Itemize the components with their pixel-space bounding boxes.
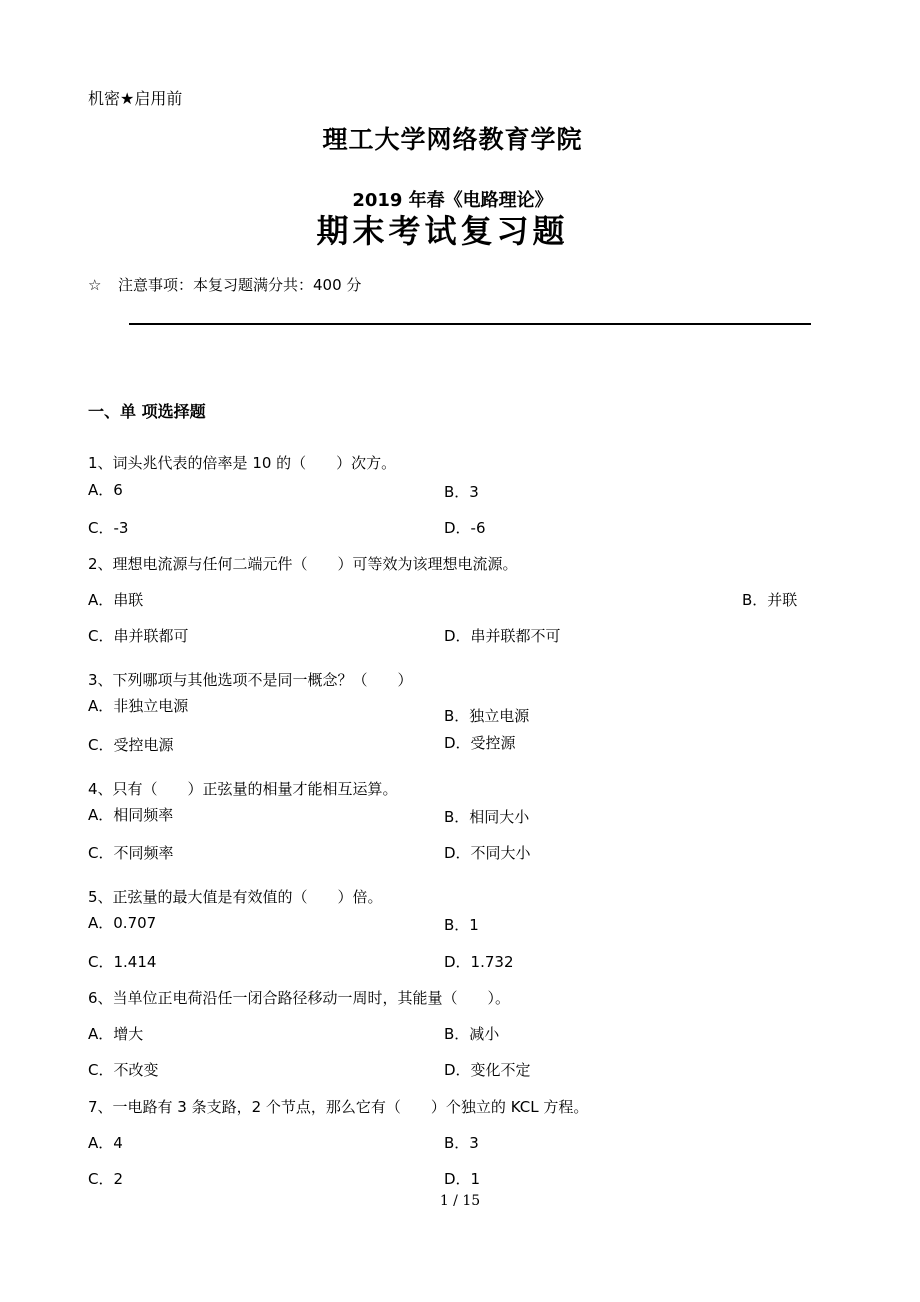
question-5-option-b: B．1 bbox=[444, 916, 479, 934]
question-5-stem: 5、正弦量的最大值是有效值的（ ）倍。 bbox=[88, 888, 383, 906]
question-3-option-d: D．受控源 bbox=[444, 734, 516, 752]
question-4-option-d: D．不同大小 bbox=[444, 844, 531, 862]
question-3-option-a: A．非独立电源 bbox=[88, 697, 189, 715]
question-1-option-a: A．6 bbox=[88, 481, 123, 499]
section-title: 一、单 项选择题 bbox=[88, 402, 206, 421]
question-7-stem: 7、一电路有 3 条支路，2 个节点，那么它有（ ）个独立的 KCL 方程。 bbox=[88, 1098, 589, 1116]
question-7-option-d: D．1 bbox=[444, 1170, 481, 1188]
question-6-option-a: A．增大 bbox=[88, 1025, 144, 1043]
question-5-option-a: A．0.707 bbox=[88, 914, 157, 932]
question-7-option-b: B．3 bbox=[444, 1134, 479, 1152]
school-name: 理工大学网络教育学院 bbox=[322, 125, 583, 154]
question-2-option-a: A．串联 bbox=[88, 591, 144, 609]
question-7-option-c: C．2 bbox=[88, 1170, 124, 1188]
question-3-option-b: B．独立电源 bbox=[444, 707, 530, 725]
question-5-option-d: D．1.732 bbox=[444, 953, 514, 971]
question-6-option-d: D．变化不定 bbox=[444, 1061, 531, 1079]
question-4-option-b: B．相同大小 bbox=[444, 808, 530, 826]
course-title: 2019 年春《电路理论》 bbox=[352, 190, 553, 211]
question-1-option-d: D．-6 bbox=[444, 519, 486, 537]
question-4-option-c: C．不同频率 bbox=[88, 844, 174, 862]
question-6-option-b: B．减小 bbox=[444, 1025, 500, 1043]
question-6-stem: 6、当单位正电荷沿任一闭合路径移动一周时，其能量（ ）。 bbox=[88, 989, 511, 1007]
question-2-option-d: D．串并联都不可 bbox=[444, 627, 561, 645]
question-3-option-c: C．受控电源 bbox=[88, 736, 174, 754]
question-7-option-a: A．4 bbox=[88, 1134, 123, 1152]
question-4-option-a: A．相同频率 bbox=[88, 806, 174, 824]
question-1-option-b: B．3 bbox=[444, 483, 479, 501]
question-5-option-c: C．1.414 bbox=[88, 953, 157, 971]
notice bbox=[88, 274, 361, 295]
star-outline-icon: ☆ bbox=[88, 276, 102, 294]
question-1-stem: 1、词头兆代表的倍率是 10 的（ ）次方。 bbox=[88, 454, 397, 472]
question-2-option-b: B．并联 bbox=[742, 591, 798, 609]
question-2-option-c: C．串并联都可 bbox=[88, 627, 189, 645]
exam-title: 期末考试复习题 bbox=[316, 212, 569, 250]
notice-text: 注意事项：本复习题满分共：400 分 bbox=[118, 276, 362, 294]
question-1-option-c: C．-3 bbox=[88, 519, 129, 537]
question-4-stem: 4、只有（ ）正弦量的相量才能相互运算。 bbox=[88, 780, 398, 798]
divider-line bbox=[129, 323, 811, 325]
page-number: 1 / 15 bbox=[439, 1193, 481, 1209]
question-6-option-c: C．不改变 bbox=[88, 1061, 159, 1079]
confidential-mark: 机密★启用前 bbox=[88, 89, 183, 108]
question-2-stem: 2、理想电流源与任何二端元件（ ）可等效为该理想电流源。 bbox=[88, 555, 518, 573]
question-3-stem: 3、下列哪项与其他选项不是同一概念？（ ） bbox=[88, 671, 413, 689]
